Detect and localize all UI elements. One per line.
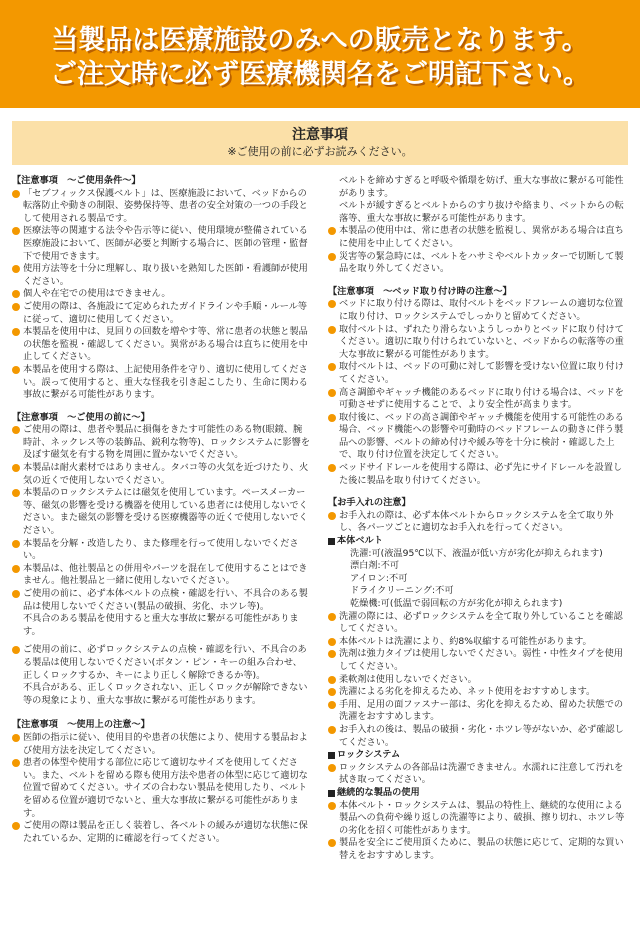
list-item (328, 298, 628, 323)
list-item-text: 本製品は、他社製品との併用やパーツを混在して使用することはできません。他社製品と一緒に使用しないでください。 (23, 562, 308, 587)
bullet-dot-icon (12, 426, 20, 434)
list-item-text: 洗濯の際には、必ずロックシステムを全て取り外していることを確認してください。 (339, 610, 623, 635)
list-item-text: お手入れの後は、製品の破損・劣化・ホツレ等がないか、必ず確認してください。 (339, 723, 624, 748)
continued-note-2: ベルトが緩すぎるとベルトからのすり抜けや絡まり、ベットからの転落等、重大な事故に繋がる可能性があります。 (339, 200, 624, 224)
notice-title-bar (12, 121, 628, 165)
bullet-dot-icon (328, 701, 336, 709)
square-bullet-icon (328, 790, 335, 797)
list-item (328, 611, 628, 636)
bullet-dot-icon (328, 512, 336, 520)
list-item-text: 個人や在宅での使用はできません。 (23, 288, 171, 300)
bullet-dot-icon (328, 839, 336, 847)
list-item-text: ロックシステムの各部品は洗濯できません。水濡れに注意して汚れを拭き取ってください。 (339, 761, 624, 786)
bullet-dot-icon (328, 764, 336, 772)
left-column (12, 175, 310, 845)
notice-columns (12, 175, 628, 935)
care-instruction: 乾燥機:可(低温で弱回転の方が劣化が抑えられます) (350, 598, 563, 609)
section-usage-conditions-heading: 【注意事項 ～ご使用条件～】 (12, 175, 141, 186)
bullet-dot-icon (12, 265, 20, 273)
list-item (12, 644, 310, 682)
bullet-dot-icon (12, 290, 20, 298)
bullet-dot-icon (328, 638, 336, 646)
bullet-dot-icon (328, 227, 336, 235)
care-instruction: アイロン:不可 (350, 572, 408, 584)
continued-note-1: ベルトを締めすぎると呼吸や循環を妨げ、重大な事故に繋がる可能性があります。 (339, 175, 624, 199)
list-item (12, 538, 310, 563)
list-item-text: 取付ベルトは、ベッドの可動に対して影響を受けない位置に取り付けてください。 (339, 361, 624, 385)
list-item-text: 本製品の使用中は、常に患者の状態を監視し、異常がある場合は直ちに使用を中止してください。 (339, 225, 624, 249)
list-item-text: 医療法等の関連する法令や告示等に従い、使用環境が整備されている医療施設において、医師が必要と判断する場合に、医師の管理・監督下で使用できます。 (23, 225, 308, 262)
list-item-text: ご使用の際は、各施設にて定められたガイドラインや手順・ルール等に従って、適切に使用してください。 (23, 300, 308, 325)
list-item-text: ご使用の際は製品を正しく装着し、各ベルトの緩みが適切な状態に保たれているか、定期的に確認を行ってください。 (23, 820, 308, 844)
bullet-dot-icon (12, 646, 20, 654)
list-item (328, 648, 628, 673)
care-instruction: ドライクリーニング:不可 (350, 585, 454, 597)
list-item-text: お手入れの際は、必ず本体ベルトからロックシステムを全て取り外し、各パーツごとに適切なお手入れを行ってください。 (339, 509, 614, 534)
before-use-note-1: 不具合のある製品を使用すると重大な事故に繋がる可能性があります。 (23, 613, 299, 637)
bullet-dot-icon (328, 363, 336, 371)
bullet-dot-icon (328, 389, 336, 397)
list-item (328, 837, 628, 862)
banner-line-2: ご注文時に必ず医療機関名をご明記下さい。 (50, 59, 590, 90)
list-item (328, 225, 628, 250)
list-item (12, 288, 310, 301)
list-item (328, 510, 628, 535)
list-item-text: 使用方法等を十分に理解し、取り扱いを熟知した医師・看護師が使用ください。 (23, 263, 308, 287)
list-item-text: ベッドに取り付ける際は、取付ベルトをベッドフレームの適切な位置に取り付け、ロックシステムでしっかりと留めてください。 (339, 298, 624, 322)
bullet-dot-icon (12, 734, 20, 742)
bullet-dot-icon (328, 326, 336, 334)
list-item (328, 361, 628, 386)
list-item (328, 699, 628, 724)
list-item (328, 724, 628, 749)
list-item-text: 洗剤は強力タイプは使用しないでください。弱性・中性タイプを使用してください。 (339, 648, 623, 672)
list-item-text: 高さ調節やギャッチ機能のあるベッドに取り付ける場合は、ベッドを可動させずに使用することで、より安全性が高まります。 (339, 386, 624, 411)
list-item (328, 412, 628, 462)
square-bullet-icon (328, 538, 335, 545)
list-item (12, 588, 310, 613)
bullet-dot-icon (12, 303, 20, 311)
list-item (328, 636, 628, 649)
bullet-dot-icon (12, 227, 20, 235)
notice-subtitle: ※ご使用の前に必ずお読みください。 (227, 145, 413, 158)
section-before-use-heading: 【注意事項 ～ご使用の前に～】 (12, 411, 150, 423)
list-item (328, 762, 628, 787)
list-item-text: ご使用の前に、必ずロックシステムの点検・確認を行い、不具合のある製品は使用しないでください(ボタン・ピン・キーの組み合わせ、正しくロックするか、キーにより正しく解除できるか等)。 (23, 644, 307, 681)
list-item-text: 本製品を使用する際は、上記使用条件を守り、適切に使用してください。誤って使用すると、重大な怪我を引き起こしたり、生命に関わる事故に繋がる可能性があります。 (23, 363, 308, 401)
list-item-text: 手用、足用の面ファスナー部は、劣化を抑えるため、留めた状態での洗濯をおすすめします。 (339, 698, 624, 723)
square-bullet-icon (328, 752, 335, 759)
belt-care-heading: 本体ベルト (328, 535, 628, 548)
list-item-text: 本体ベルト・ロックシステムは、製品の特性上、継続的な使用による製品への負荷や繰り返しの洗濯等により、破損、擦り切れ、ホツレ等の劣化を招く可能性があります。 (339, 799, 625, 836)
list-item (12, 563, 310, 588)
list-item-text: ベッドサイドレールを使用する際は、必ず先にサイドレールを設置した後に製品を取り付けてください。 (339, 462, 623, 486)
list-item-text: 取付後に、ベッドの高さ調節やギャッチ機能を使用する可能性のある場合、ベッド機能への影響や可動時のベッドフレームの動きに伴う製品への影響、ベルトの締め付けや緩み等を十分に検討・確認した上で、取り付け位置を決定してください。 (339, 411, 624, 461)
bullet-dot-icon (12, 590, 20, 598)
list-item-text: ご使用の前に、必ず本体ベルトの点検・確認を行い、不具合のある製品は使用しないでください(製品の破損、劣化、ホツレ等)。 (23, 588, 308, 612)
list-item (12, 462, 310, 487)
order-notice-banner (0, 0, 640, 108)
list-item (328, 387, 628, 412)
list-item (12, 424, 310, 462)
notice-title: 注意事項 (292, 127, 348, 143)
list-item-text: 患者の体型や使用する部位に応じて適切なサイズを使用してください。また、ベルトを留める際も使用方法や患者の体型に応じて適切な位置で留めてください。サイズの合わない製品を使用したり、ベルトを留める位置が適切でないと、重大な事故に繋がる可能性があります。 (23, 757, 308, 819)
right-column (328, 175, 628, 862)
section-usage-cautions-heading: 【注意事項 ～使用上の注意～】 (12, 719, 150, 731)
bullet-dot-icon (12, 759, 20, 767)
list-item (12, 188, 310, 226)
bullet-dot-icon (328, 802, 336, 810)
list-item (12, 732, 310, 757)
list-item (328, 251, 628, 276)
bullet-dot-icon (328, 688, 336, 696)
bullet-dot-icon (12, 822, 20, 830)
bullet-dot-icon (12, 190, 20, 198)
bullet-dot-icon (12, 565, 20, 573)
list-item (328, 686, 628, 699)
list-item-text: 本製品のロックシステムには磁気を使用しています。ペースメーカー等、磁気の影響を受ける機器を使用している患者には使用しないでください。また磁気の影響を受ける医療機器等の近くで使用しないでください。 (23, 487, 308, 537)
bullet-dot-icon (12, 540, 20, 548)
bullet-dot-icon (12, 464, 20, 472)
list-item (12, 225, 310, 263)
section-care-heading: 【お手入れの注意】 (328, 497, 411, 509)
list-item (12, 364, 310, 402)
list-item (328, 800, 628, 838)
list-item (328, 674, 628, 687)
bullet-dot-icon (328, 726, 336, 734)
list-item-text: 「セブフィックス保護ベルト」は、医療施設において、ベッドからの転落防止や動きの制限、姿勢保持等、患者の安全対策の一つの手段として使用される製品です。 (23, 187, 308, 224)
bullet-dot-icon (328, 650, 336, 658)
section-bed-mounting-heading: 【注意事項 ～ベッド取り付け時の注意～】 (328, 285, 512, 297)
list-item (12, 487, 310, 537)
list-item-text: 柔軟剤は使用しないでください。 (339, 673, 477, 685)
list-item (328, 324, 628, 362)
bullet-dot-icon (12, 328, 20, 336)
bullet-dot-icon (328, 414, 336, 422)
list-item-text: 本体ベルトは洗濯により、約8%収縮する可能性があります。 (339, 635, 592, 647)
bullet-dot-icon (328, 464, 336, 472)
list-item-text: 災害等の緊急時には、ベルトをハサミやベルトカッターで切断して製品を取り外してください。 (339, 250, 624, 275)
list-item (12, 820, 310, 845)
bullet-dot-icon (12, 366, 20, 374)
bullet-dot-icon (328, 676, 336, 684)
list-item (12, 301, 310, 326)
list-item-text: 本製品は耐火素材ではありません。タバコ等の火気を近づけたり、火気の近くで使用しないでください。 (23, 462, 309, 486)
bullet-dot-icon (328, 300, 336, 308)
list-item-text: 洗濯による劣化を抑えるため、ネット使用をおすすめします。 (339, 686, 596, 698)
list-item (12, 757, 310, 820)
banner-line-1: 当製品は医療施設のみへの販売となります。 (51, 25, 589, 56)
bullet-dot-icon (328, 253, 336, 261)
list-item-text: 取付ベルトは、ずれたり滑らないようしっかりとベッドに取り付けてください。適切に取り付けられていないと、ベッドからの転落等の重大な事故に繋がる可能性があります。 (339, 323, 624, 360)
lock-system-heading: ロックシステム (328, 749, 628, 762)
list-item (12, 263, 310, 288)
bullet-dot-icon (328, 613, 336, 621)
before-use-note-2: 不具合がある、正しくロックされない、正しくロックが解除できない等の現象により、重大な事故に繋がる可能性があります。 (23, 682, 308, 706)
list-item (328, 462, 628, 487)
care-instruction: 洗濯:可(液温95℃以下、液温が低い方が劣化が抑えられます) (350, 547, 603, 559)
list-item-text: 本製品を分解・改造したり、また修理を行って使用しないでください。 (23, 537, 299, 562)
list-item-text: 製品を安全にご使用頂くために、製品の状態に応じて、定期的な買い替えをおすすめします。 (339, 837, 624, 861)
list-item-text: ご使用の際は、患者や製品に損傷をきたす可能性のある物(眼鏡、腕時計、ネックレス等の装飾品、鋭利な物等)、ロックシステムに影響を及ぼす磁気を有する物を周囲に置かないでください。 (23, 424, 311, 461)
continuous-use-heading: 継続的な製品の使用 (328, 787, 628, 800)
list-item-text: 本製品を使用中は、見回りの回数を増やす等、常に患者の状態と製品の状態を監視・確認してください。異常がある場合は直ちに使用を中止してください。 (23, 326, 308, 363)
bullet-dot-icon (12, 489, 20, 497)
list-item (12, 326, 310, 364)
list-item-text: 医師の指示に従い、使用目的や患者の状態により、使用する製品および使用方法を決定してください。 (23, 731, 308, 756)
care-instruction: 漂白剤:不可 (350, 560, 400, 572)
